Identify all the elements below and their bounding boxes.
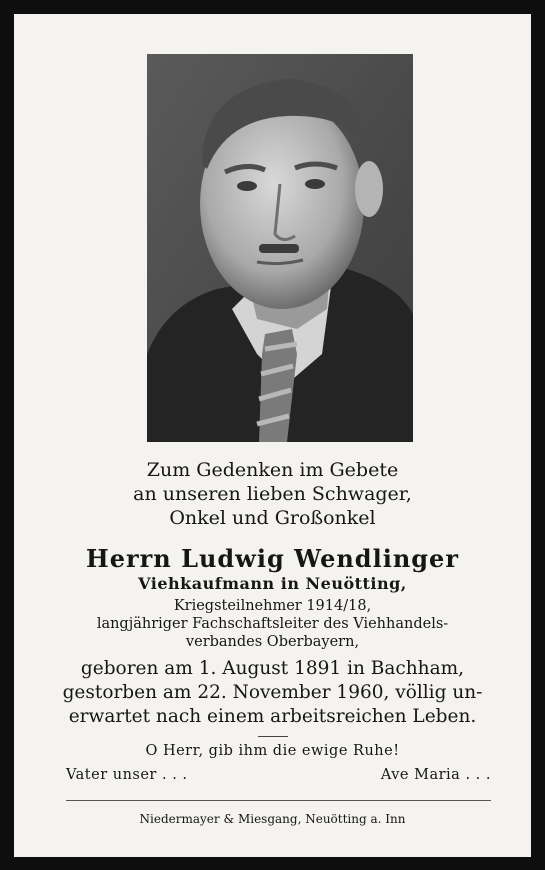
prayer-line: O Herr, gib ihm die ewige Ruhe! — [145, 743, 400, 759]
birth-line: geboren am 1. August 1891 in Bachham, — [80, 658, 465, 679]
portrait-photo — [147, 54, 413, 442]
detail-line-1: Kriegsteilnehmer 1914/18, — [173, 598, 372, 614]
detail-line-2: langjähriger Fachschaftsleiter des Viehhandels- — [96, 616, 449, 632]
detail-line-3: verbandes Oberbayern, — [185, 634, 360, 650]
printer-credit: Niedermayer & Miesgang, Neuötting a. Inn — [139, 812, 406, 826]
deceased-name: Herrn Ludwig Wendlinger — [86, 544, 459, 573]
prayer-right: Ave Maria . . . — [380, 767, 491, 783]
address-line: an unseren lieben Schwager, — [133, 483, 412, 505]
death-line-cont: erwartet nach einem arbeitsreichen Leben. — [68, 706, 477, 727]
memorial-line: Zum Gedenken im Gebete — [146, 459, 399, 481]
relation-line: Onkel und Großonkel — [169, 507, 376, 529]
short-divider — [258, 736, 288, 737]
long-divider — [66, 800, 491, 801]
memorial-card — [14, 14, 531, 857]
prayer-left: Vater unser . . . — [66, 767, 188, 783]
portrait-image — [147, 54, 413, 442]
death-line: gestorben am 22. November 1960, völlig un- — [62, 682, 483, 703]
occupation-line: Viehkaufmann in Neuötting, — [138, 574, 407, 593]
